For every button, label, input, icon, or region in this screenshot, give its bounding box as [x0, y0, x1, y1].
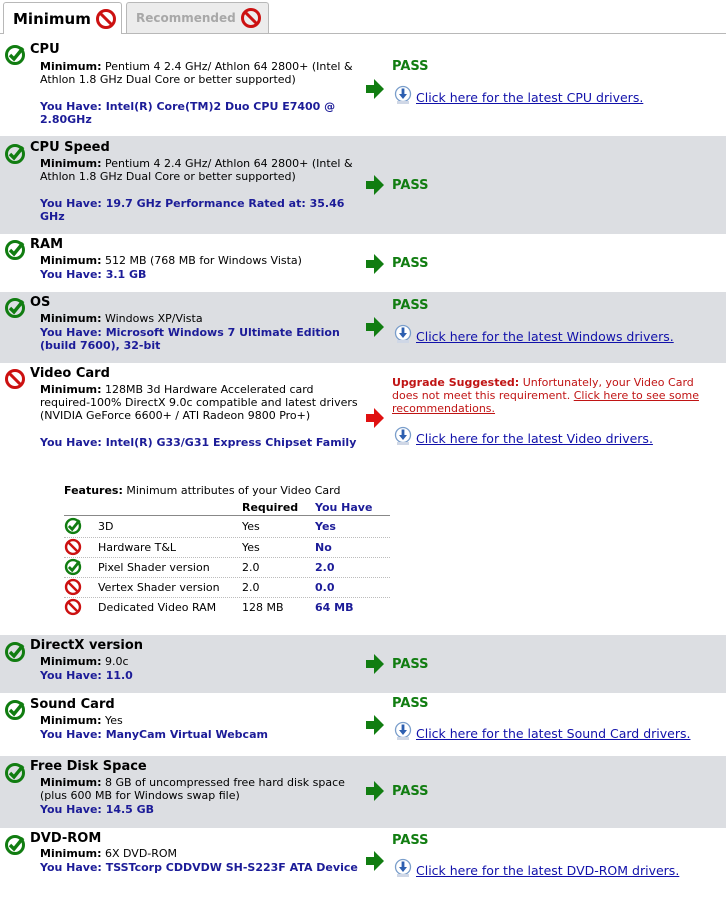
- result-pass: PASS: [392, 784, 429, 799]
- requirement-row-directx: [0, 635, 726, 693]
- pass-check-icon: [4, 239, 26, 261]
- minimum-label: Minimum:: [40, 776, 102, 789]
- pass-arrow-icon: [366, 79, 384, 99]
- minimum-label: Minimum:: [40, 157, 102, 170]
- pass-arrow-icon: [366, 175, 384, 195]
- minimum-requirement: [40, 714, 358, 727]
- you-have: [40, 268, 358, 281]
- pass-check-icon: [64, 517, 82, 535]
- minimum-label: Minimum:: [40, 655, 102, 668]
- feature-you-have: Yes: [315, 520, 336, 533]
- result-pass: PASS: [392, 298, 429, 313]
- requirement-row-cpu: [0, 38, 726, 136]
- minimum-requirement: [40, 157, 358, 183]
- you-have-label: You Have:: [40, 669, 102, 682]
- upgrade-label: Upgrade Suggested:: [392, 376, 520, 389]
- minimum-label: Minimum:: [40, 714, 102, 727]
- feature-name: Vertex Shader version: [98, 581, 220, 594]
- features-label: Features:: [64, 484, 123, 497]
- minimum-label: Minimum:: [40, 383, 102, 396]
- requirement-row-ram: [0, 234, 726, 292]
- minimum-label: Minimum:: [40, 312, 102, 325]
- you-have-label: You Have:: [40, 326, 102, 339]
- you-have: [40, 728, 358, 741]
- requirement-title: DVD-ROM: [30, 831, 102, 846]
- you-have-label: You Have:: [40, 803, 102, 816]
- column-you-have: You Have: [315, 501, 373, 514]
- minimum-requirement: [40, 60, 358, 86]
- download-icon: [394, 324, 412, 344]
- features-caption: [64, 484, 340, 497]
- requirement-title: Video Card: [30, 366, 110, 381]
- you-have-value: Intel(R) G33/G31 Express Chipset Family: [105, 436, 357, 449]
- minimum-requirement: [40, 655, 358, 668]
- pass-arrow-icon: [366, 254, 384, 274]
- you-have-value: 19.7 GHz Performance Rated at: 35.46 GHz: [40, 197, 345, 223]
- pass-check-icon: [4, 143, 26, 165]
- you-have: [40, 197, 358, 223]
- fail-icon: [64, 578, 82, 596]
- result-pass: PASS: [392, 256, 429, 271]
- result-pass: PASS: [392, 696, 429, 711]
- requirement-row-os: [0, 292, 726, 363]
- driver-link[interactable]: [394, 721, 690, 741]
- you-have-label: You Have:: [40, 197, 102, 210]
- fail-icon: [4, 368, 26, 390]
- result-pass: PASS: [392, 657, 429, 672]
- driver-link[interactable]: [394, 858, 679, 878]
- minimum-requirement: [40, 383, 358, 422]
- pass-check-icon: [4, 297, 26, 319]
- download-icon: [394, 85, 412, 105]
- minimum-value: Yes: [104, 714, 123, 727]
- pass-arrow-icon: [366, 715, 384, 735]
- you-have-label: You Have:: [40, 728, 102, 741]
- requirement-row-cpu-speed: [0, 136, 726, 234]
- minimum-value: 6X DVD-ROM: [104, 847, 178, 860]
- feature-row: [64, 577, 390, 598]
- sound-card-drivers-link[interactable]: Click here for the latest Sound Card drivers.: [416, 726, 691, 741]
- you-have: [40, 861, 358, 874]
- column-required: Required: [242, 501, 299, 514]
- fail-icon: [240, 7, 262, 29]
- pass-check-icon: [4, 641, 26, 663]
- minimum-value: Windows XP/Vista: [104, 312, 203, 325]
- driver-link[interactable]: [394, 324, 674, 344]
- pass-check-icon: [4, 834, 26, 856]
- feature-you-have: 2.0: [315, 561, 335, 574]
- feature-required: Yes: [242, 520, 260, 533]
- cpu-drivers-link[interactable]: Click here for the latest CPU drivers.: [416, 90, 644, 105]
- pass-arrow-icon: [366, 654, 384, 674]
- feature-you-have: 64 MB: [315, 601, 354, 614]
- result-pass: PASS: [392, 833, 429, 848]
- requirement-row-sound-card: [0, 693, 726, 756]
- feature-name: Dedicated Video RAM: [98, 601, 217, 614]
- you-have-value: 11.0: [105, 669, 133, 682]
- download-icon: [394, 426, 412, 446]
- feature-name: Pixel Shader version: [98, 561, 210, 574]
- requirement-row-video-card: [0, 363, 726, 635]
- feature-row: [64, 597, 390, 618]
- video-drivers-link[interactable]: Click here for the latest Video drivers.: [416, 431, 653, 446]
- driver-link[interactable]: [394, 426, 653, 446]
- feature-row: [64, 537, 390, 558]
- tab-bar: [0, 0, 726, 34]
- tab-minimum-label: Minimum: [13, 9, 91, 28]
- pass-check-icon: [4, 762, 26, 784]
- feature-required: 2.0: [242, 561, 260, 574]
- requirement-title: OS: [30, 295, 51, 310]
- you-have-label: You Have:: [40, 268, 102, 281]
- feature-name: Hardware T&L: [98, 541, 177, 554]
- requirement-title: Sound Card: [30, 697, 115, 712]
- feature-name: 3D: [98, 520, 114, 533]
- tab-recommended-label: Recommended: [136, 11, 236, 25]
- fail-arrow-icon: [366, 408, 384, 428]
- result-pass: PASS: [392, 59, 429, 74]
- pass-check-icon: [4, 44, 26, 66]
- you-have: [40, 436, 358, 449]
- feature-you-have: 0.0: [315, 581, 335, 594]
- windows-drivers-link[interactable]: Click here for the latest Windows drivers.: [416, 329, 674, 344]
- you-have-value: 3.1 GB: [105, 268, 147, 281]
- you-have-value: Intel(R) Core(TM)2 Duo CPU E7400 @ 2.80GHz: [40, 100, 336, 126]
- pass-check-icon: [4, 699, 26, 721]
- requirement-row-free-disk-space: [0, 756, 726, 828]
- minimum-value: 8 GB of uncompressed free hard disk space (plus 600 MB for Windows swap file): [40, 776, 345, 802]
- upgrade-text: Unfortunately, your Video Card does not meet this requirement.: [392, 376, 694, 402]
- minimum-value: 512 MB (768 MB for Windows Vista): [104, 254, 302, 267]
- feature-row: [64, 517, 390, 537]
- you-have: [40, 326, 358, 352]
- minimum-value: Pentium 4 2.4 GHz/ Athlon 64 2800+ (Intel & Athlon 1.8 GHz Dual Core or better supported): [40, 60, 353, 86]
- you-have-label: You Have:: [40, 100, 102, 113]
- minimum-requirement: [40, 254, 358, 267]
- you-have-value: Microsoft Windows 7 Ultimate Edition (build 7600), 32-bit: [40, 326, 340, 352]
- driver-link[interactable]: [394, 85, 643, 105]
- minimum-requirement: [40, 312, 358, 325]
- requirement-title: CPU Speed: [30, 140, 110, 155]
- you-have: [40, 803, 358, 816]
- minimum-label: Minimum:: [40, 847, 102, 860]
- feature-row: [64, 557, 390, 578]
- download-icon: [394, 721, 412, 741]
- fail-icon: [64, 538, 82, 556]
- feature-you-have: No: [315, 541, 332, 554]
- features-caption-text: Minimum attributes of your Video Card: [126, 484, 341, 497]
- features-header: [64, 501, 390, 516]
- feature-required: Yes: [242, 541, 260, 554]
- minimum-value: Pentium 4 2.4 GHz/ Athlon 64 2800+ (Intel & Athlon 1.8 GHz Dual Core or better supported): [40, 157, 353, 183]
- minimum-value: 128MB 3d Hardware Accelerated card required-100% DirectX 9.0c compatible and latest drivers (NVIDIA GeForce 6600+ / ATI Radeon 9800 Pro+): [40, 383, 358, 422]
- you-have: [40, 100, 358, 126]
- upgrade-suggested: [392, 376, 722, 415]
- minimum-label: Minimum:: [40, 60, 102, 73]
- requirement-title: RAM: [30, 237, 64, 252]
- requirement-title: Free Disk Space: [30, 759, 147, 774]
- you-have-label: You Have:: [40, 436, 102, 449]
- requirement-title: CPU: [30, 42, 60, 57]
- minimum-requirement: [40, 847, 358, 860]
- minimum-value: 9.0c: [104, 655, 129, 668]
- you-have-value: 14.5 GB: [105, 803, 155, 816]
- requirement-title: DirectX version: [30, 638, 144, 653]
- download-icon: [394, 858, 412, 878]
- pass-arrow-icon: [366, 781, 384, 801]
- pass-arrow-icon: [366, 317, 384, 337]
- requirement-row-dvd-rom: [0, 828, 726, 904]
- feature-required: 2.0: [242, 581, 260, 594]
- result-pass: PASS: [392, 178, 429, 193]
- you-have: [40, 669, 358, 682]
- you-have-value: ManyCam Virtual Webcam: [105, 728, 268, 741]
- fail-icon: [64, 598, 82, 616]
- pass-check-icon: [64, 558, 82, 576]
- tab-minimum[interactable]: [3, 2, 122, 34]
- recommendations-link[interactable]: Click here to see some recommendations.: [392, 389, 699, 415]
- you-have-label: You Have:: [40, 861, 102, 874]
- fail-icon: [95, 8, 117, 30]
- you-have-value: TSSTcorp CDDVDW SH-S223F ATA Device: [105, 861, 358, 874]
- dvd-rom-drivers-link[interactable]: Click here for the latest DVD-ROM drivers.: [416, 863, 680, 878]
- tab-recommended[interactable]: [126, 2, 269, 33]
- pass-arrow-icon: [366, 851, 384, 871]
- feature-required: 128 MB: [242, 601, 284, 614]
- minimum-requirement: [40, 776, 358, 802]
- minimum-label: Minimum:: [40, 254, 102, 267]
